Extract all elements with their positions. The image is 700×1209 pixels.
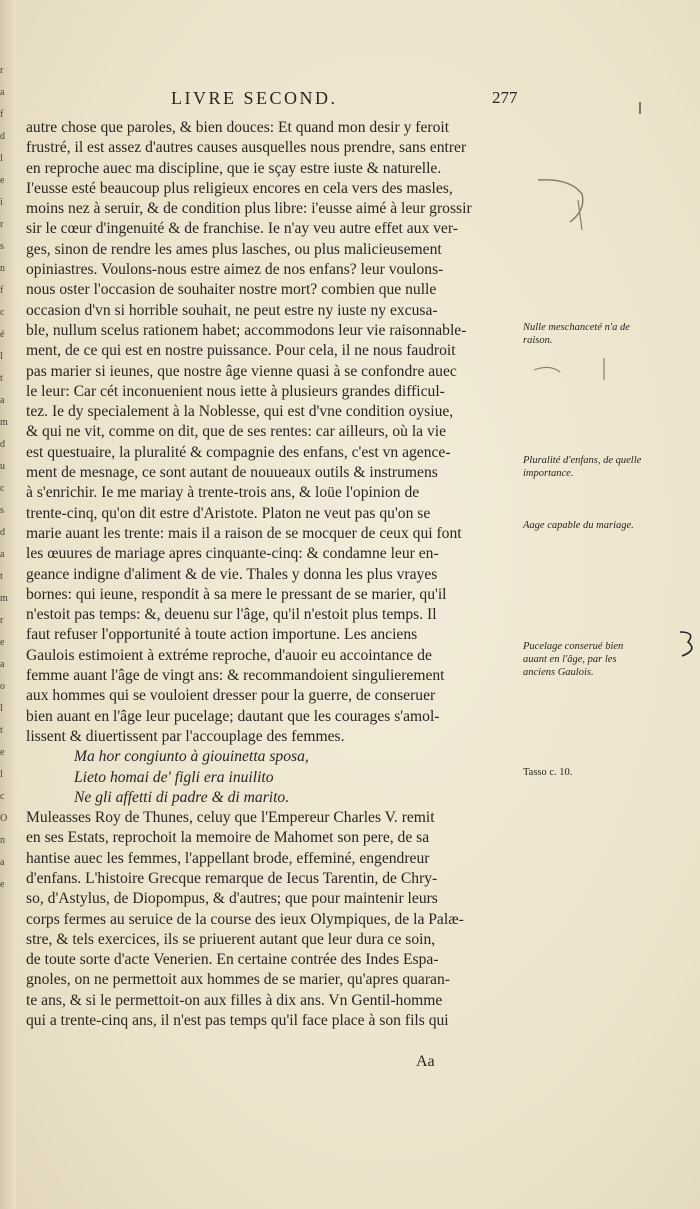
text-line: opiniastres. Voulons-nous estre aimez de nos enfans? leur voulons- [26, 261, 444, 279]
gutter-fragment: t [0, 571, 3, 582]
text-line: marie auant les trente: mais il a raison de se mocquer de ceux qui font [26, 524, 462, 542]
gutter-fragment: m [0, 417, 8, 428]
text-line: Muleasses Roy de Thunes, celuy que l'Empereur Charles V. remit [26, 809, 435, 827]
text-line: tez. Ie dy specialement à la Noblesse, qui est d'vne condition oysiue, [26, 403, 454, 421]
text-line: le leur: Car cét inconuenient nous iette à plusieurs grandes difficul- [26, 382, 445, 400]
text-line: faut refuser l'opportunité à toute action importune. Les anciens [26, 626, 418, 644]
gutter-fragment: f [0, 109, 4, 120]
gutter-fragment: n [0, 835, 5, 846]
text-line: pas marier si ieunes, que nostre âge vienne quasi à se confondre auec [26, 362, 457, 380]
signature-mark: Aa [416, 1053, 435, 1070]
gutter-fragment: l [0, 703, 3, 714]
gutter-fragment: é [0, 329, 5, 340]
gutter-fragment: t [0, 373, 3, 384]
text-line: est questuaire, la pluralité & compagnie des enfans, c'est vn agence- [26, 443, 451, 461]
gutter-fragment: r [0, 219, 4, 230]
ink-mark-icon [630, 100, 650, 120]
text-line: so, d'Astylus, de Diopompus, & d'autres; que pour maintenir leurs [26, 890, 438, 908]
margin-note: Pucelage conserué bien auant en l'âge, par les anciens Gaulois. [523, 641, 624, 678]
text-line: bornes: qui ieune, respondit à sa mere le pressant de se marier, qu'il [26, 585, 447, 603]
page-header [26, 88, 516, 110]
ink-mark-icon [530, 350, 620, 390]
gutter-strip [0, 0, 16, 1209]
margin-note: Aage capable du mariage. [523, 520, 634, 531]
margin-note: Pluralité d'enfans, de quelle importance. [523, 455, 642, 479]
text-line: autre chose que paroles, & bien douces: Et quand mon desir y feroit [26, 119, 450, 136]
gutter-fragment: c [0, 307, 5, 318]
text-line: ment de mesnage, ce sont autant de nouueaux outils & instrumens [26, 464, 438, 482]
text-line: frustré, il est assez d'autres causes ausquelles nous prendre, sans entrer [26, 139, 467, 157]
margin-note: Nulle meschanceté n'a de raison. [523, 322, 630, 346]
text-line: qui a trente-cinq ans, il n'est pas temps qu'il face place à son fils qui [26, 1012, 449, 1030]
gutter-fragment: r [0, 65, 4, 76]
gutter-fragment: f [0, 285, 4, 296]
verse-line: Ne gli affetti di padre & di marito. [74, 788, 290, 806]
gutter-fragment: r [0, 615, 4, 626]
text-line: lissent & diuertissent par l'accouplage des femmes. [26, 727, 345, 745]
gutter-fragment: s [0, 505, 4, 516]
page-number: 277 [492, 88, 518, 107]
text-line: en ses Estats, reprochoit la memoire de Mahomet son pere, de sa [26, 829, 430, 847]
gutter-fragment: a [0, 659, 5, 670]
text-line: à s'enrichir. Ie me mariay à trente-trois ans, & loüe l'opinion de [26, 484, 420, 502]
gutter-fragment: l [0, 351, 3, 362]
gutter-fragment: u [0, 461, 5, 472]
text-line: les œuures de mariage apres cinquante-cinq: & condamne leur en- [26, 545, 439, 563]
text-line: Gaulois estimoient à extréme reproche, d'auoir eu accointance de [26, 646, 432, 664]
gutter-fragment: t [0, 725, 3, 736]
gutter-fragment: n [0, 263, 5, 274]
gutter-fragment: m [0, 593, 8, 604]
body-text [26, 118, 516, 1031]
gutter-fragment: o [0, 681, 5, 692]
gutter-fragment: e [0, 747, 5, 758]
text-line: hantise auec les femmes, l'appellant brode, effeminé, engendreur [26, 849, 430, 867]
text-line: nous oster l'occasion de souhaiter nostre mort? combien que nulle [26, 281, 437, 299]
gutter-fragment: s [0, 241, 4, 252]
text-line: ment, de ce qui est en nostre puissance. Pour cela, il ne nous faudroit [26, 342, 456, 360]
margin-note: Tasso c. 10. [523, 767, 573, 778]
verse-line: Lieto homai de' figli era inuilito [74, 768, 274, 786]
text-line: femme auant l'âge de vingt ans: & recommandoient singulierement [26, 667, 445, 685]
gutter-fragment: d [0, 131, 5, 142]
ink-mark-icon [530, 170, 600, 240]
verse-line: Ma hor congiunto à giouinetta sposa, [74, 748, 309, 766]
text-line: geance indigne d'aliment & de vie. Thales y donna les plus vrayes [26, 565, 438, 583]
gutter-fragment: l [0, 153, 3, 164]
text-line: gnoles, on ne permettoit aux hommes de se marier, qu'apres quaran- [26, 971, 450, 989]
gutter-fragment: a [0, 87, 5, 98]
running-title: LIVRE SECOND. [171, 88, 338, 108]
text-line: te ans, & si le permettoit-on aux filles à dix ans. Vn Gentil-homme [26, 991, 443, 1009]
gutter-fragment: e [0, 879, 5, 890]
text-line: corps fermes au seruice de la course des ieux Olympiques, de la Palæ- [26, 910, 464, 928]
text-line: n'estoit pas temps: &, deuenu sur l'âge, qu'il n'estoit plus temps. Il [26, 606, 437, 624]
gutter-fragment: a [0, 395, 5, 406]
text-line: ble, nullum scelus rationem habet; accommodons leur vie raisonnable- [26, 321, 467, 339]
text-line: aux hommes qui se vouloient dresser pour la guerre, de conseruer [26, 687, 436, 705]
gutter-fragment: O [0, 813, 8, 824]
text-line: de toute sorte d'acte Venerien. En certaine contrée des Indes Espa- [26, 951, 439, 969]
text-line: d'enfans. L'histoire Grecque remarque de Iecus Tarentin, de Chry- [26, 869, 438, 887]
gutter-fragment: c [0, 791, 5, 802]
gutter-fragment: e [0, 175, 5, 186]
text-line: sir le cœur d'ingenuité & de franchise. Ie n'ay veu autre effet aux ver- [26, 220, 458, 238]
gutter-fragment: l [0, 769, 3, 780]
text-line: I'eusse esté beaucoup plus religieux encores en cela vers des masles, [26, 179, 453, 197]
gutter-fragment: c [0, 483, 5, 494]
gutter-fragment: e [0, 637, 5, 648]
gutter-fragment: i [0, 197, 3, 208]
ink-mark-icon [676, 628, 700, 660]
text-line: ges, sinon de rendre les ames plus lasches, ou plus malicieusement [26, 240, 442, 258]
gutter-fragments [0, 60, 14, 896]
text-line: moins nez à seruir, & de condition plus libre: i'eusse aimé à leur grossir [26, 200, 472, 218]
text-line: bien auant en l'âge leur pucelage; dautant que les courages s'amol- [26, 707, 440, 725]
gutter-fragment: d [0, 439, 5, 450]
text-line: stre, & tels exercices, ils se priuerent autant que leur dura ce soin, [26, 930, 436, 948]
gutter-fragment: d [0, 527, 5, 538]
gutter-fragment: a [0, 549, 5, 560]
gutter-fragment: a [0, 857, 5, 868]
text-line: & qui ne vit, comme on dit, que de ses rentes: car ailleurs, où la vie [26, 423, 447, 441]
text-line: trente-cinq, qu'on dit estre d'Aristote. Platon ne veut pas qu'on se [26, 504, 431, 522]
text-line: en reproche auec ma discipline, que ie sçay estre iuste & naturelle. [26, 159, 442, 177]
text-line: occasion d'vn si horrible souhait, ne peut estre ny iuste ny excusa- [26, 301, 438, 319]
